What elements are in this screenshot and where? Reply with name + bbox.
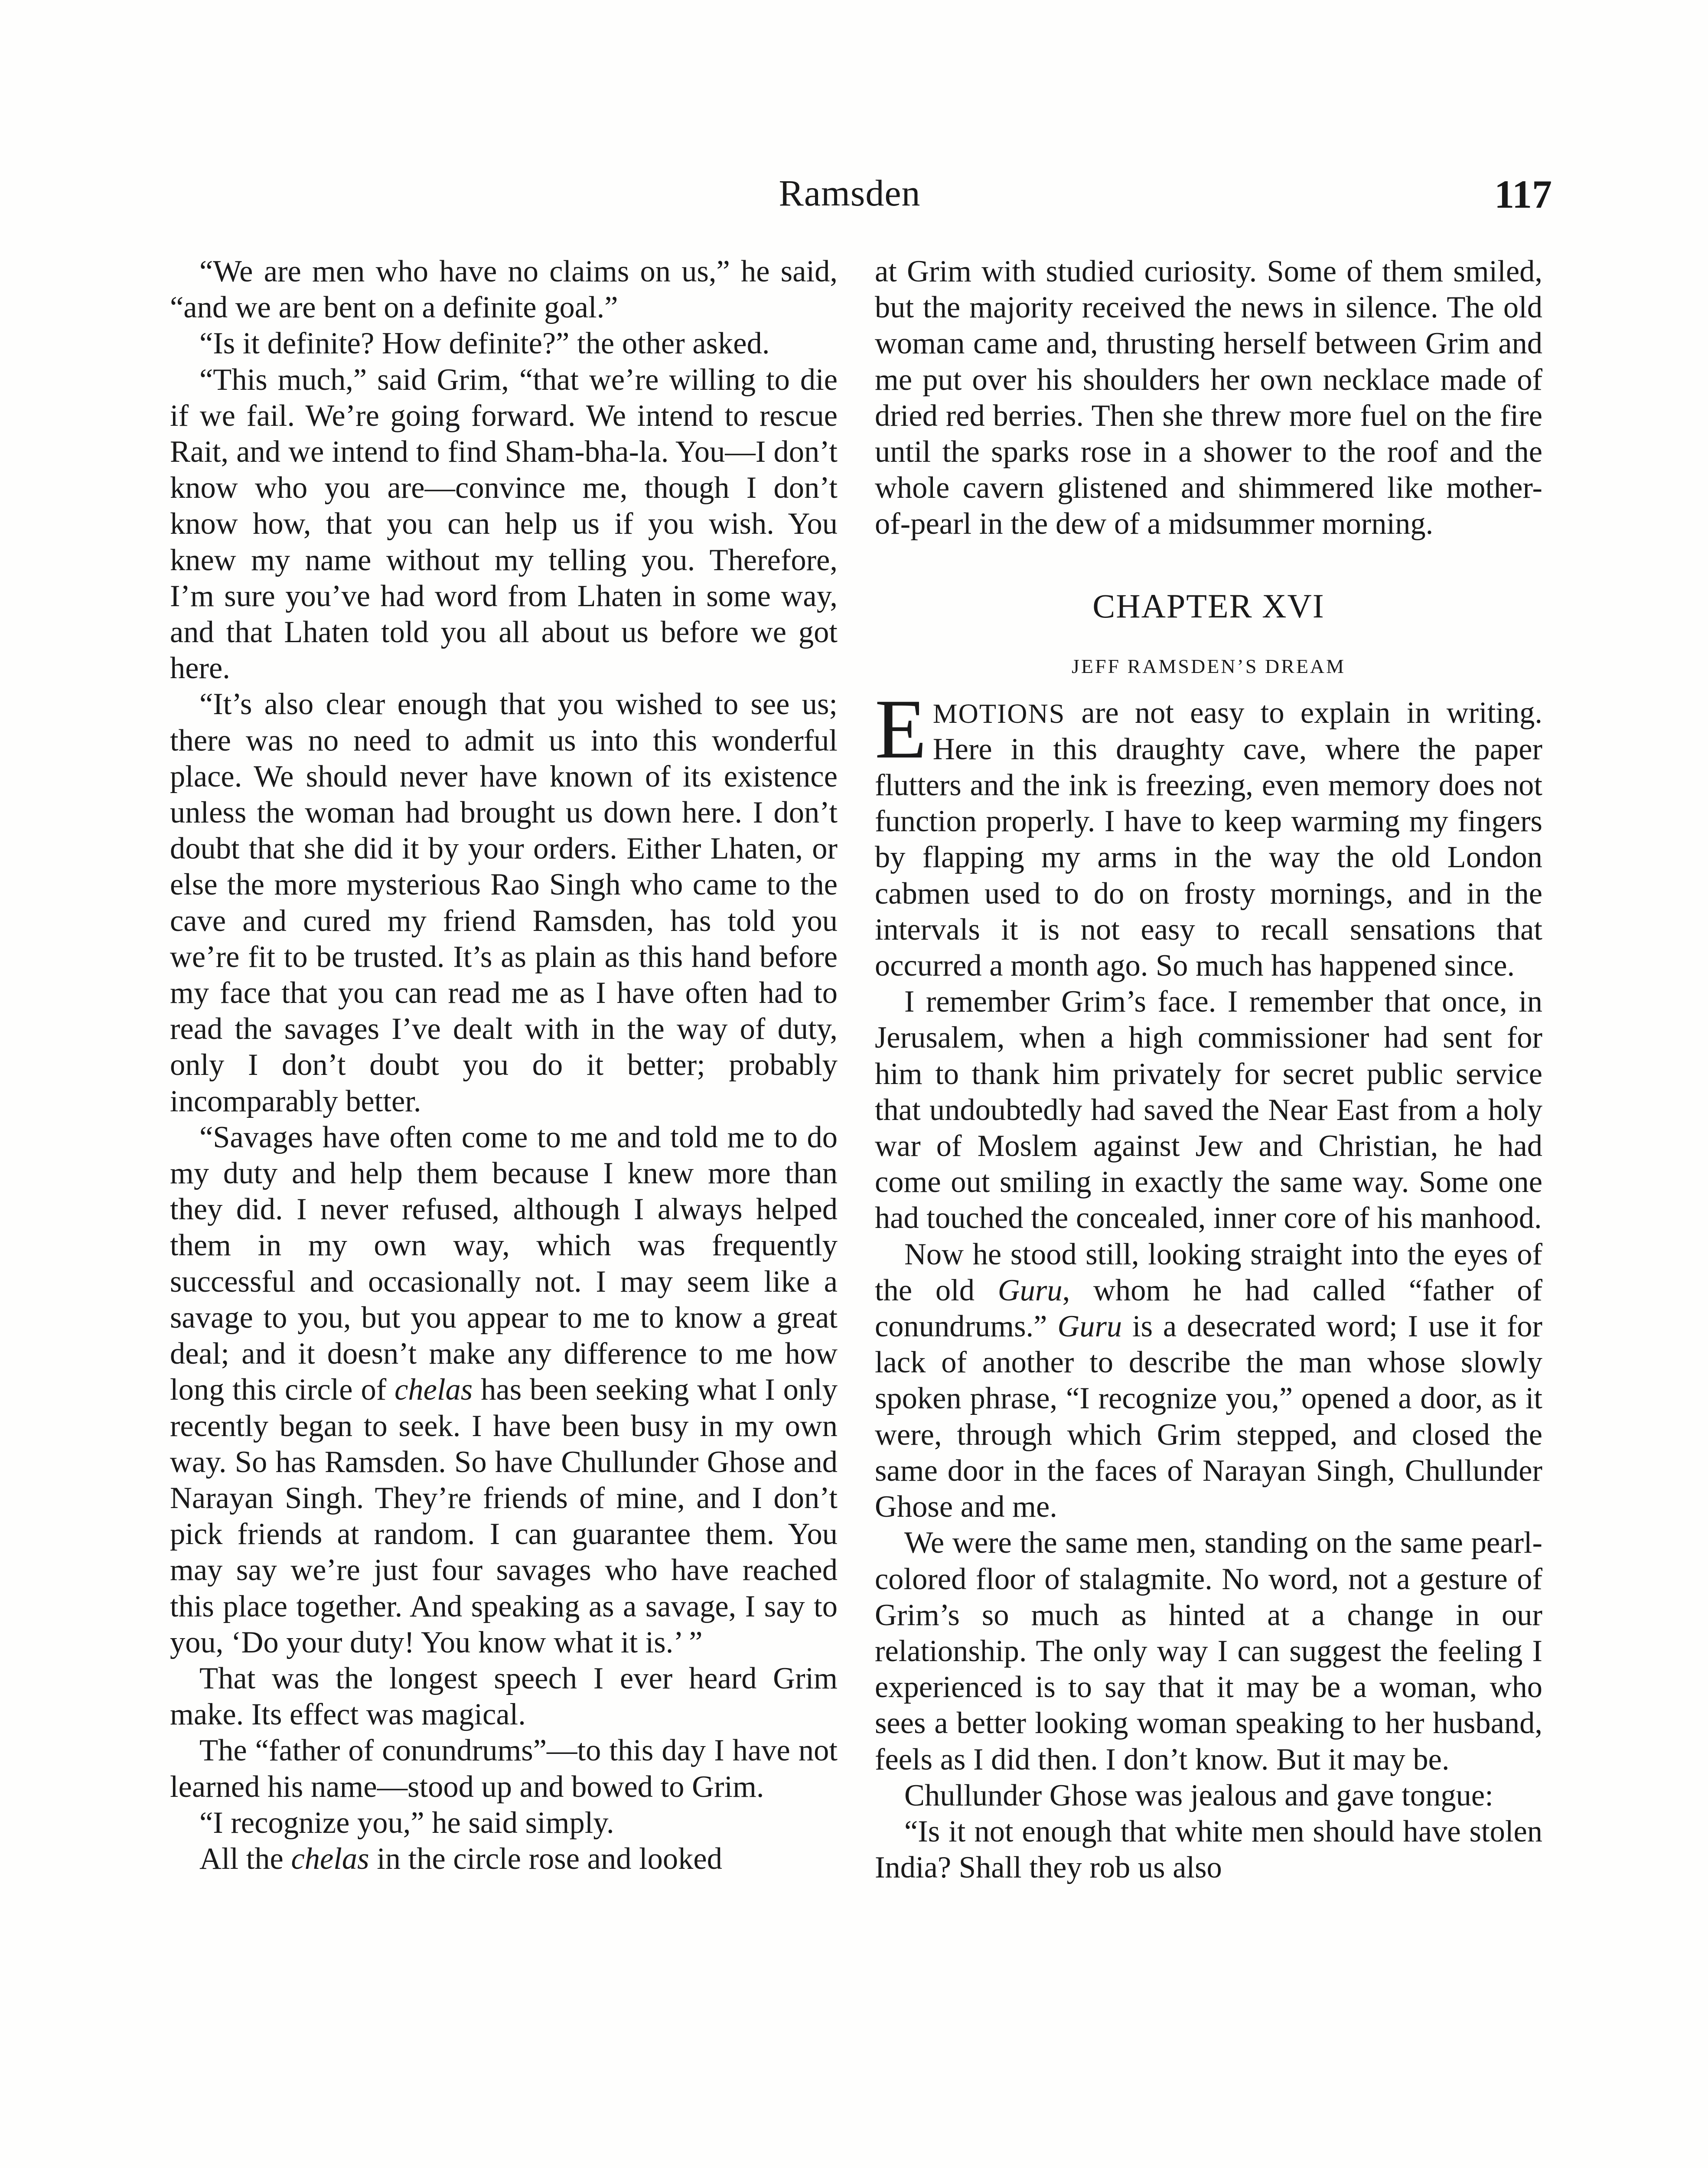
paragraph: at Grim with studied curiosity. Some of them smiled, but the majority received the news in silence. The old woman came and, thrusting herself between Grim and me put over his shoulders her own necklace made of dried red berries. Then she threw more fuel on the fire until the sparks rose in a shower to the roof and the whole cavern glistened and shimmered like mother-of-pearl in the dew of a midsummer morning. xyxy=(875,255,1542,541)
chapter-subtitle: JEFF RAMSDEN’S DREAM xyxy=(1071,655,1346,677)
paragraph: “I recognize you,” he said simply. xyxy=(199,1806,614,1840)
italic-word: Guru xyxy=(1057,1309,1122,1344)
paragraph: “This much,” said Grim, “that we’re willing to die if we fail. We’re going forward. We intend to rescue Rait, and we intend to find Sham-bha-la. You—I don’t know who you are—convince me, though I don’t know how, that you can help us if you wish. You knew my name without my telling you. Therefore, I’m sure you’ve had word from Lhaten in some way, and that Lhaten told you all about us before we got here. xyxy=(170,362,838,686)
paragraph xyxy=(170,1120,838,1661)
paragraph xyxy=(170,1841,838,1877)
left-column xyxy=(170,254,838,1877)
paragraph: The “father of conundrums”—to this day I have not learned his name—stood up and bowed to Grim. xyxy=(170,1734,838,1804)
text-run: , whom he had called “father of conundrums.” xyxy=(875,1273,1543,1344)
text-run: All the xyxy=(199,1841,291,1876)
paragraph: I remember Grim’s face. I remember that once, in Jerusalem, when a high commissioner had sent for him to thank him privately for secret public service that undoubtedly had saved the Near East from a holy war of Moslem against Jew and Christian, he had come out smiling in exactly the same way. Some one had touched the concealed, inner core of his manhood. xyxy=(875,985,1542,1235)
lead-caps: MOTIONS xyxy=(932,698,1066,729)
paragraph xyxy=(875,1237,1542,1525)
chapter-title: CHAPTER XVI xyxy=(1092,587,1325,625)
running-title: Ramsden xyxy=(779,172,921,214)
text-run: are not easy to explain in writing. Here in this draughty cave, where the paper flutters and the ink is freezing, even memory does not function properly. I have to keep warming my fingers by flapping my arms in the way the old London cabmen used to do on frosty mornings, and in the intervals it is not easy to recall sensations that occurred a month ago. So much has happened since. xyxy=(875,695,1542,983)
paragraph: “Is it not enough that white men should have stolen India? Shall they rob us also xyxy=(875,1814,1542,1885)
paragraph: We were the same men, standing on the same pearl-colored floor of stalagmite. No word, not a gesture of Grim’s so much as hinted at a change in our relationship. The only way I can suggest the feeling I experienced is to say that it may be a woman, who sees a better looking woman speaking to her husband, feels as I did then. I don’t know. But it may be. xyxy=(875,1526,1542,1776)
paragraph: “It’s also clear enough that you wished to see us; there was no need to admit us into this wonderful place. We should never have known of its existence unless the woman had brought us down here. I don’t doubt that she did it by your orders. Either Lhaten, or else the more mysterious Rao Singh who came to the cave and cured my friend Ramsden, has told you we’re fit to be trusted. It’s as plain as this hand before my face that you can read me as I have often had to read the savages I’ve dealt with in the way of duty, only I don’t doubt you do it better; probably incomparably better. xyxy=(170,687,838,1118)
right-column xyxy=(875,254,1542,1886)
paragraph: “Is it definite? How definite?” the other asked. xyxy=(199,327,770,361)
drop-cap: E xyxy=(875,682,927,776)
page-number: 117 xyxy=(1494,172,1552,216)
text-run: “Savages have often come to me and told me to do my duty and help them because I knew more than they did. I never refused, although I always helped them in my own way, which was frequently successful and occasionally not. I may seem like a savage to you, but you appear to me to know a great deal; and it doesn’t make any difference to me how long this circle of xyxy=(170,1120,838,1407)
running-head xyxy=(0,171,1708,223)
paragraph: “We are men who have no claims on us,” he said, “and we are bent on a definite goal.” xyxy=(170,255,838,325)
paragraph xyxy=(875,682,1542,984)
text-run: in the circle rose and looked xyxy=(369,1841,722,1876)
paragraph: That was the longest speech I ever heard Grim make. Its effect was magical. xyxy=(170,1661,838,1732)
italic-word: chelas xyxy=(394,1373,473,1407)
italic-word: Guru xyxy=(997,1273,1063,1307)
text-run: has been seeking what I only recently began to seek. I have been busy in my own way. So has Ramsden. So have Chullunder Ghose and Narayan Singh. They’re friends of mine, and I don’t pick friends at random. I can guarantee them. You may say we’re just four savages who have reached this place together. And speaking as a savage, I say to you, ‘Do your duty! You know what it is.’ ” xyxy=(170,1373,838,1659)
text-run: Now he stood still, looking straight into the eyes of the old xyxy=(875,1237,1542,1307)
paragraph: Chullunder Ghose was jealous and gave tongue: xyxy=(904,1778,1493,1812)
italic-word: chelas xyxy=(291,1841,369,1876)
text-run: is a desecrated word; I use it for lack of another to describe the man whose slowly spoken phrase, “I recognize you,” opened a door, as it were, through which Grim stepped, and closed the same door in the faces of Narayan Singh, Chullunder Ghose and me. xyxy=(875,1309,1542,1524)
